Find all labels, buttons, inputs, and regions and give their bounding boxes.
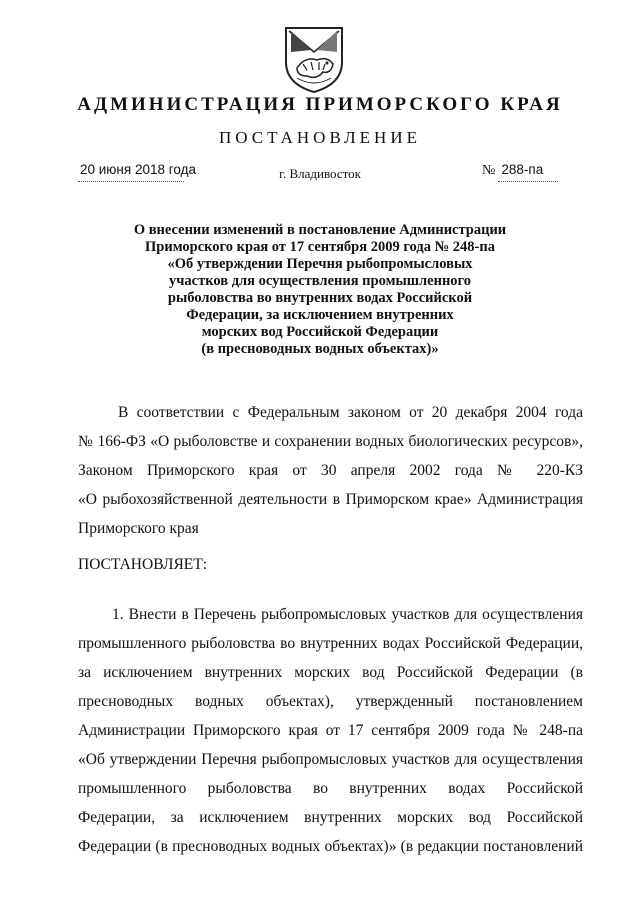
paragraph-line: Администрации Приморского края от 17 сентября 2009 года № 248-па [78,722,583,739]
paragraph-line: промышленного рыболовства во внутренних водах Российской [78,780,583,797]
document-date: 20 июня 2018 года [80,162,196,177]
title-line: рыболовства во внутренних водах Российской [167,290,473,306]
paragraph-line: Приморского края [78,520,199,537]
number-underline [498,181,558,182]
title-line: О внесении изменений в постановление Администрации [133,222,507,238]
document-title [0,222,640,358]
document-number [482,162,543,179]
decree-word: ПОСТАНОВЛЯЕТ: [78,556,208,573]
paragraph-line: № 166-ФЗ «О рыболовстве и сохранении водных биологических ресурсов», [78,433,583,450]
paragraph-line: В соответствии с Федеральным законом от 20 декабря 2004 года [118,404,583,421]
paragraph-line: за исключением внутренних морских вод Российской Федерации (в [78,664,583,681]
document-city: г. Владивосток [279,166,361,181]
title-line: Федерации, за исключением внутренних [186,307,454,323]
item-1-paragraph [78,600,583,861]
paragraph-line: Федерации, за исключением внутренних морских вод Российской [78,809,583,826]
title-line: морских вод Российской Федерации [201,324,439,340]
paragraph-line: Федерации (в пресноводных водных объектах)» (в редакции постановлений [78,838,583,855]
paragraph-line: 1. Внести в Перечень рыбопромысловых участков для осуществления [112,606,583,623]
paragraph-line: пресноводных водных объектах), утвержденный постановлением [78,693,583,710]
paragraph-line: «О рыбохозяйственной деятельности в Приморском крае» Администрация [78,491,583,508]
number-value: 288-па [501,162,544,177]
title-line: (в пресноводных водных объектах)» [201,341,439,357]
paragraph-line: «Об утверждении Перечня рыбопромысловых участков для осуществления [78,751,583,768]
title-line: Приморского края от 17 сентября 2009 года № 248-па [145,239,495,255]
document-type: ПОСТАНОВЛЕНИЕ [218,128,421,147]
paragraph-line: промышленного рыболовства во внутренних водах Российской Федерации, [78,635,583,652]
organization-title: АДМИНИСТРАЦИЯ ПРИМОРСКОГО КРАЯ [77,94,563,115]
preamble-paragraph [78,398,583,543]
number-label: № [482,163,496,178]
paragraph-line: Законом Приморского края от 30 апреля 2002 года № 220-КЗ [78,462,583,479]
coat-of-arms-icon [283,22,345,94]
title-line: участков для осуществления промышленного [168,273,472,289]
title-line: «Об утверждении Перечня рыбопромысловых [167,256,473,272]
